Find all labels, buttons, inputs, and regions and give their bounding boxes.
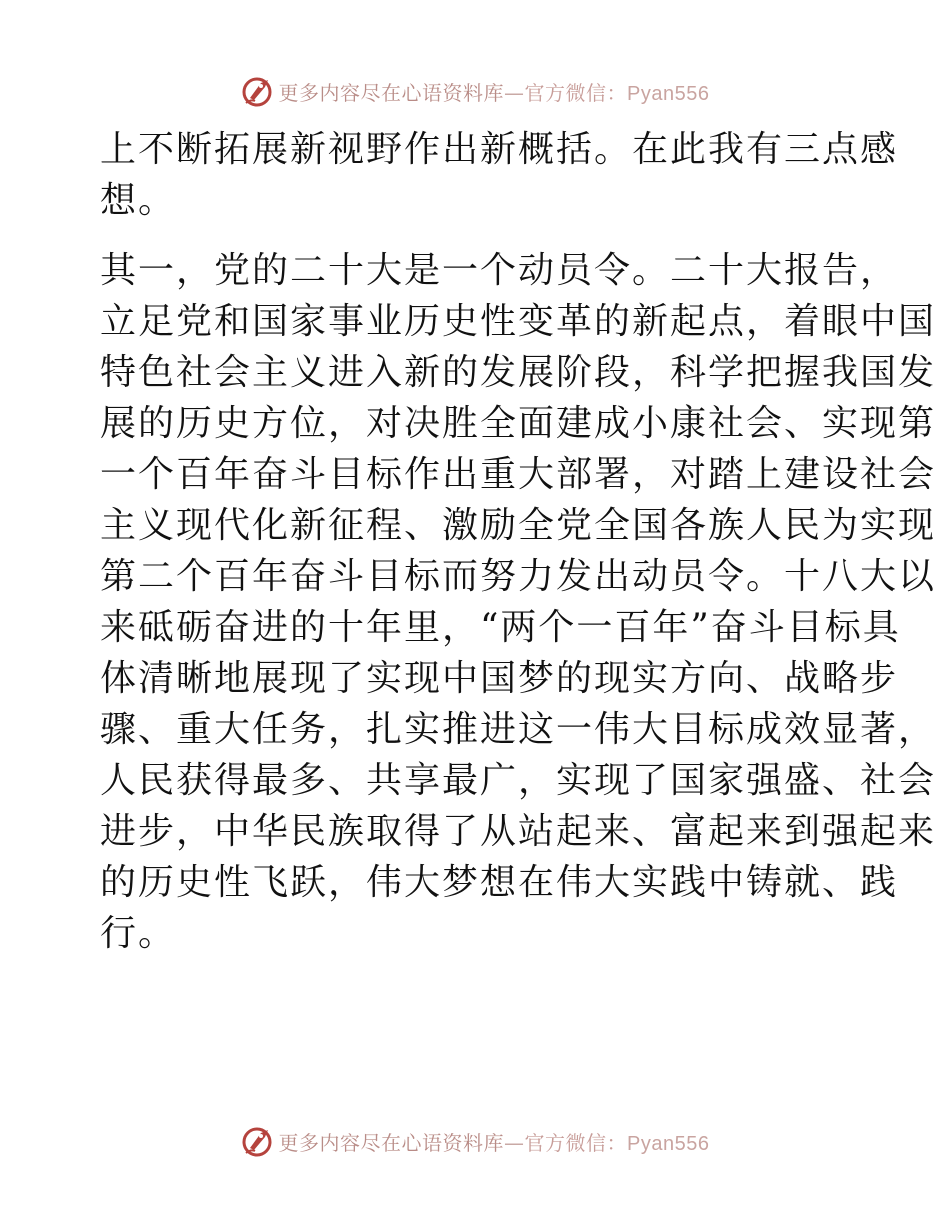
text-line: 特色社会主义进入新的发展阶段，科学把握我国发 (100, 352, 937, 393)
footer-watermark-main: 更多内容尽在心语资料库 (278, 1130, 505, 1155)
text-line: 其一，党的二十大是一个动员令。二十大报告， (100, 250, 899, 291)
text-line: 主义现代化新征程、激励全党全国各族人民为实现 (100, 505, 937, 546)
paragraph-2 (100, 245, 937, 959)
header-watermark-banner (0, 71, 950, 111)
footer-watermark-banner (0, 1121, 950, 1161)
header-watermark-text (279, 77, 710, 106)
document-body (100, 124, 937, 959)
header-watermark-id: Pyan556 (627, 82, 710, 105)
text-line: 进步，中华民族取得了从站起来、富起来到强起来 (100, 811, 937, 852)
header-watermark-dash: — (504, 80, 525, 105)
text-line: 体清晰地展现了实现中国梦的现实方向、战略步 (100, 658, 899, 699)
header-watermark-main: 更多内容尽在心语资料库 (278, 80, 505, 105)
footer-watermark-sub: 官方微信： (524, 1130, 628, 1155)
text-line: 一个百年奋斗目标作出重大部署，对踏上建设社会 (100, 454, 937, 495)
pen-nib-logo-icon (241, 74, 275, 108)
pen-nib-logo-icon (241, 1124, 275, 1158)
footer-watermark-dash: — (504, 1130, 525, 1155)
text-line: 来砥砺奋进的十年里，“两个一百年”奋斗目标具 (100, 607, 901, 648)
paragraph-gap (100, 226, 860, 245)
footer-watermark-id: Pyan556 (627, 1132, 710, 1155)
text-line: 行。 (100, 913, 177, 954)
header-watermark-sub: 官方微信： (524, 80, 628, 105)
text-line: 的历史性飞跃，伟大梦想在伟大实践中铸就、践 (100, 862, 899, 903)
text-line: 立足党和国家事业历史性变革的新起点，着眼中国 (100, 301, 937, 342)
text-line: 骤、重大任务，扎实推进这一伟大目标成效显著， (100, 709, 937, 750)
text-line: 展的历史方位，对决胜全面建成小康社会、实现第 (100, 403, 937, 444)
text-line: 上不断拓展新视野作出新概括。在此我有三点感 (100, 129, 899, 170)
paragraph-1 (100, 124, 899, 226)
text-line: 想。 (100, 180, 177, 221)
text-line: 人民获得最多、共享最广，实现了国家强盛、社会 (100, 760, 937, 801)
text-line: 第二个百年奋斗目标而努力发出动员令。十八大以 (100, 556, 937, 597)
footer-watermark-text (279, 1127, 710, 1156)
